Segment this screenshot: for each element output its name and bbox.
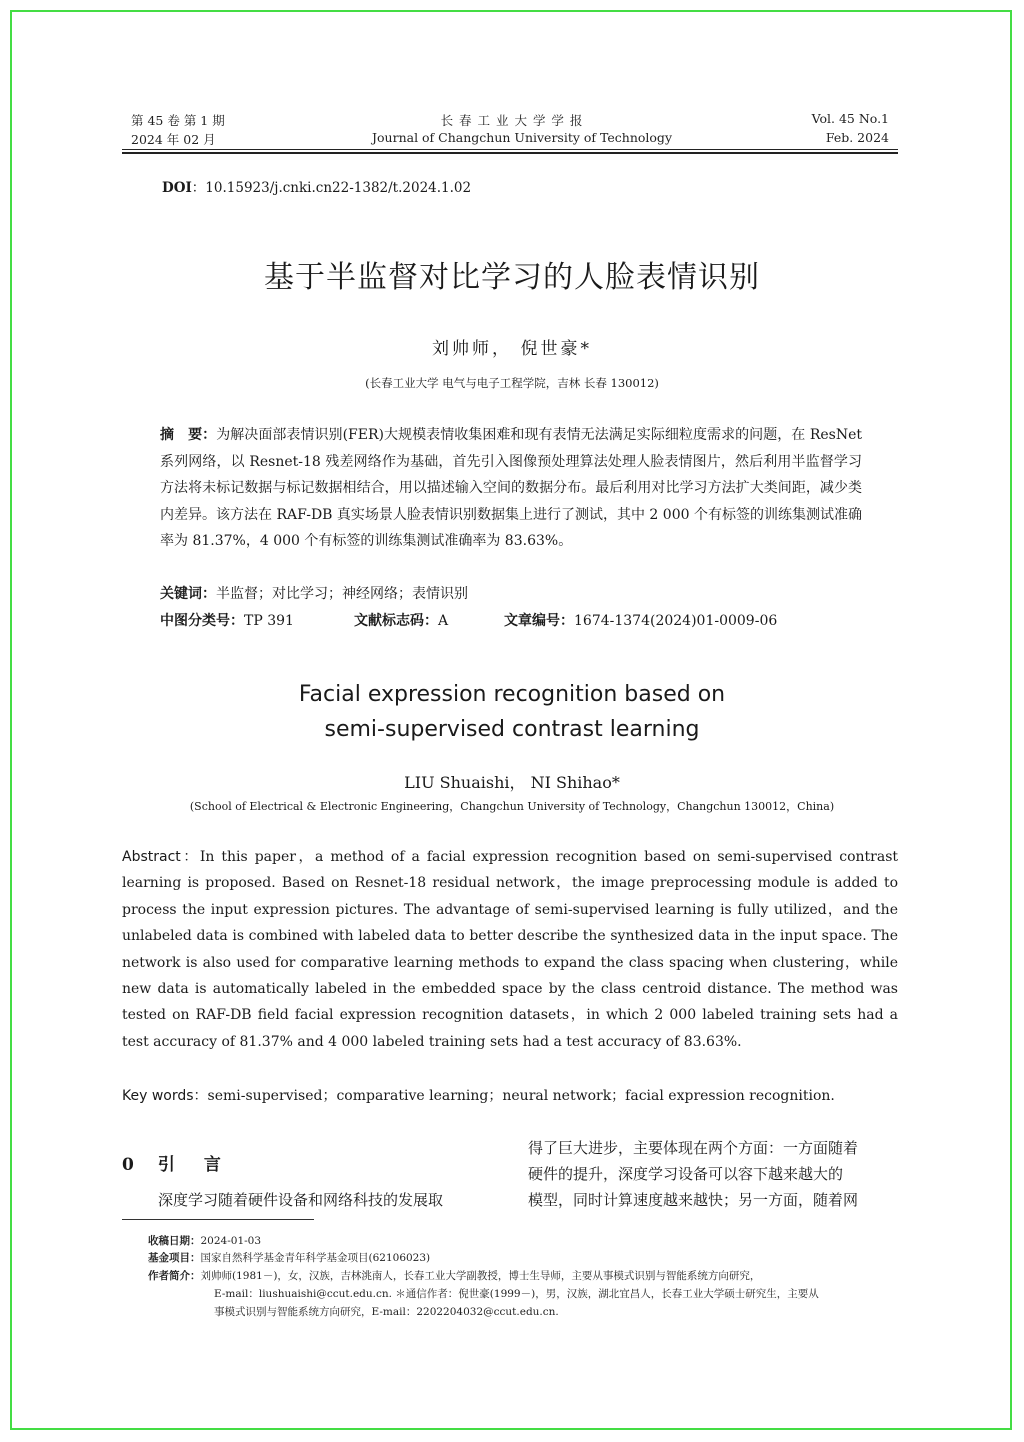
abstract-cn-text: 为解决面部表情识别(FER)大规模表情收集困难和现有表情无法满足实际细粒度需求的问题，在 ResNet 系列网络，以 Resnet-18 残差网络作为基础，首先引入图像预处理算法处理人脸表情图片，然后利用半监督学习方法将未标记数据与标记数据相结合，用以描述输入空间的数据分布。最后利用对比学习方法扩大类间距，减少类内差异。该方法在 RAF-DB 真实场景人脸表情识别数据集上进行了测试，其中 2 000 个有标签的训练集测试准确率为 81.37%，4 000 个有标签的训练集测试准确率为 83.63%。 xyxy=(160,427,862,549)
keywords-en-text: ：semi-supervised；comparative learning；neural network；facial expression recognition. xyxy=(193,1088,835,1104)
article-number xyxy=(504,610,777,630)
art-value: 1674-1374(2024)01-0009-06 xyxy=(574,613,778,629)
header-rule-bottom xyxy=(122,152,898,154)
keywords-cn-label: 关键词： xyxy=(160,586,216,602)
keywords-cn xyxy=(160,583,468,603)
received-label: 收稿日期： xyxy=(148,1235,201,1247)
doi xyxy=(162,176,471,196)
fund-label: 基金项目： xyxy=(148,1252,201,1264)
clc-number xyxy=(160,610,294,630)
document-code xyxy=(354,610,448,630)
affiliation-cn: (长春工业大学 电气与电子工程学院，吉林 长春 130012) xyxy=(365,376,659,390)
body-left-line: 深度学习随着硬件设备和网络科技的发展取 xyxy=(158,1191,444,1209)
abstract-en-text: ：In this paper，a method of a facial expression recognition based on semi-supervised contrast learning is proposed. Based on Resnet-18 residual network，the image preprocessing module is added to process the input expression pictures. The advantage of semi-supervised learning is fully utilized，and the unlabeled data is combined with labeled data to better describe the synthesized data in the input space. The network is also used for comparative learning methods to expand the class spacing when clustering，while new data is automatically labeled in the embedded space by the class centroid distance. The method was tested on RAF-DB field facial expression recognition datasets，in which 2 000 labeled training sets had a test accuracy of 81.37% and 4 000 labeled training sets had a test accuracy of 83.63%. xyxy=(122,849,898,1050)
keywords-cn-text: 半监督；对比学习；神经网络；表情识别 xyxy=(216,586,468,602)
header-vol-en: Vol. 45 No.1 xyxy=(811,111,889,126)
header-rule-top xyxy=(122,149,898,150)
authors-en: LIU Shuaishi， NI Shihao* xyxy=(404,773,620,792)
footnote-rule xyxy=(122,1219,314,1220)
clc-value: TP 391 xyxy=(244,613,294,629)
body-right-line-3: 模型，同时计算速度越来越快；另一方面，随着网 xyxy=(528,1191,859,1209)
abstract-cn xyxy=(160,422,862,555)
fund-value: 国家自然科学基金青年科学基金项目(62106023) xyxy=(200,1252,431,1264)
header-journal-en: Journal of Changchun University of Technology xyxy=(372,130,672,145)
received-value: 2024-01-03 xyxy=(200,1235,262,1247)
footnote-author-3: 事模式识别与智能系统方向研究，E-mail：2202204032@ccut.edu.cn. xyxy=(214,1306,559,1318)
author-label: 作者简介： xyxy=(148,1270,201,1282)
title-cn: 基于半监督对比学习的人脸表情识别 xyxy=(264,260,760,295)
footnote-fund xyxy=(148,1250,430,1265)
author-line-1: 刘帅师(1981－)，女，汉族，吉林洮南人，长春工业大学副教授，博士生导师，主要从事模式识别与智能系统方向研究， xyxy=(200,1270,761,1282)
abstract-en-label: Abstract xyxy=(122,849,181,865)
section-heading xyxy=(122,1150,227,1175)
footnote-author-1 xyxy=(148,1268,760,1283)
header-journal-cn: 长 春 工 业 大 学 学 报 xyxy=(440,113,584,128)
clc-label: 中图分类号： xyxy=(160,613,244,629)
keywords-en-label: Key words xyxy=(122,1088,194,1104)
affiliation-en: (School of Electrical & Electronic Engineering，Changchun University of Technology，Changchun 130012，China) xyxy=(189,800,835,813)
keywords-en xyxy=(122,1085,835,1105)
header-volume: 第 45 卷 第 1 期 xyxy=(131,113,225,128)
doc-value: A xyxy=(438,613,449,629)
footnote-received xyxy=(148,1233,261,1248)
section-title: 引 言 xyxy=(157,1155,227,1175)
art-label: 文章编号： xyxy=(504,613,574,629)
doi-value: ：10.15923/j.cnki.cn22-1382/t.2024.1.02 xyxy=(191,180,472,196)
header-date: 2024 年 02 月 xyxy=(131,132,216,147)
body-right-line-1: 得了巨大进步，主要体现在两个方面：一方面随着 xyxy=(528,1139,859,1157)
authors-cn: 刘帅师， 倪世豪* xyxy=(432,339,592,359)
title-en-line1: Facial expression recognition based on xyxy=(298,682,726,707)
doi-label: DOI xyxy=(162,180,192,196)
body-right-line-2: 硬件的提升，深度学习设备可以容下越来越大的 xyxy=(528,1165,844,1183)
doc-label: 文献标志码： xyxy=(354,613,438,629)
title-en-line2: semi-supervised contrast learning xyxy=(324,717,700,742)
header-date-en: Feb. 2024 xyxy=(825,130,889,145)
footnote-author-2: E-mail：liushuaishi@ccut.edu.cn. ＊通信作者：倪世豪(1999－)，男，汉族，湖北宜昌人，长春工业大学硕士研究生，主要从 xyxy=(214,1288,819,1300)
abstract-en xyxy=(122,844,898,1055)
section-number: 0 xyxy=(122,1155,140,1175)
abstract-cn-label: 摘 要： xyxy=(160,427,217,443)
